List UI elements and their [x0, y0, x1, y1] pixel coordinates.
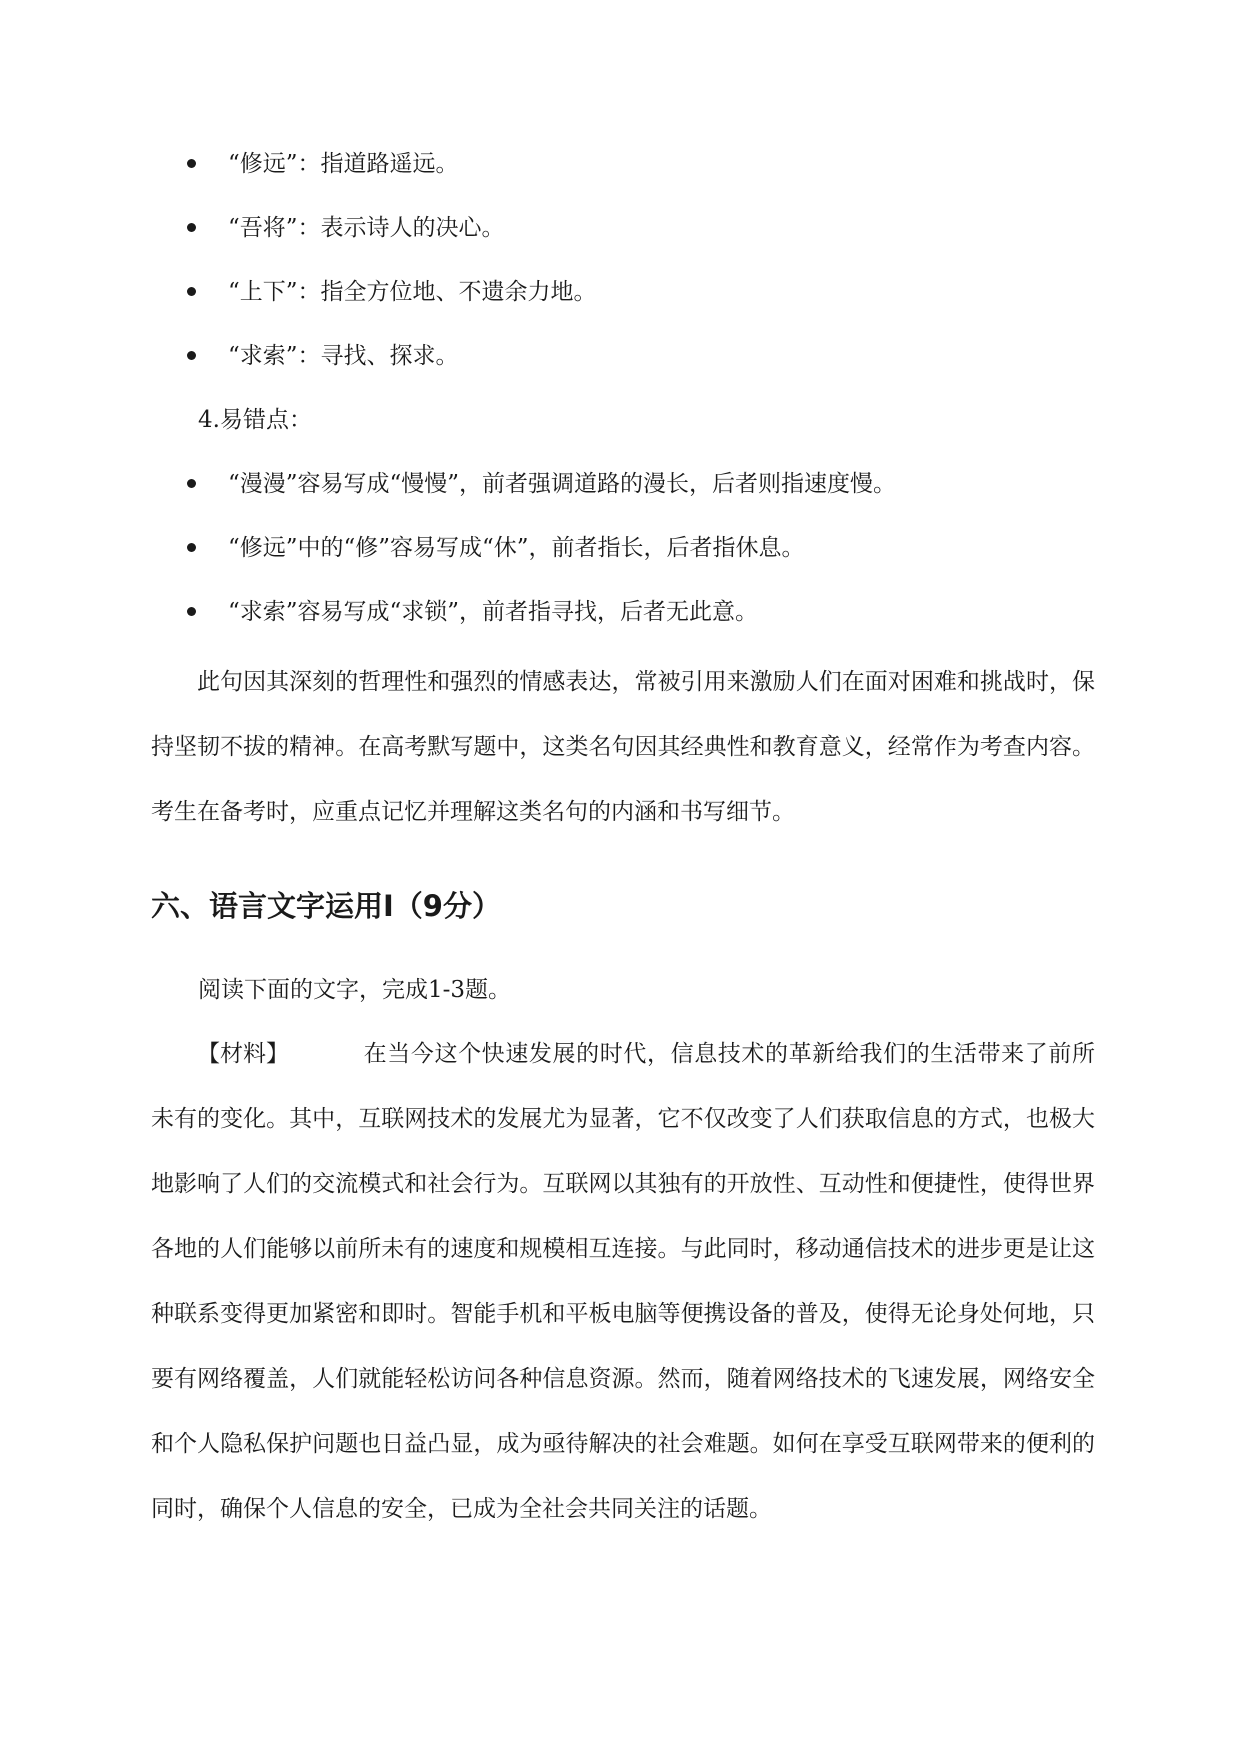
material-paragraph: [151, 1022, 1095, 1542]
reading-instruction: 阅读下面的文字，完成1-3题。: [198, 977, 512, 1003]
bullet-icon: [187, 543, 196, 552]
list-item-text: “漫漫”容易写成“慢慢”，前者强调道路的漫长，后者则指速度慢。: [228, 471, 897, 497]
summary-paragraph-text: 此句因其深刻的哲理性和强烈的情感表达，常被引用来激励人们在面对困难和挑战时，保持坚韧不拔的精神。在高考默写题中，这类名句因其经典性和教育意义，经常作为考查内容。考生在备考时，应重点记忆并理解这类名句的内涵和书写细节。: [151, 669, 1095, 825]
list-item-text: “上下”：指全方位地、不遗余力地。: [228, 279, 597, 305]
bullet-icon: [187, 223, 196, 232]
list-item: [0, 336, 1241, 376]
material-text: 在当今这个快速发展的时代，信息技术的革新给我们的生活带来了前所未有的变化。其中，互联网技术的发展尤为显著，它不仅改变了人们获取信息的方式，也极大地影响了人们的交流模式和社会行为。互联网以其独有的开放性、互动性和便捷性，使得世界各地的人们能够以前所未有的速度和规模相互连接。与此同时，移动通信技术的进步更是让这种联系变得更加紧密和即时。智能手机和平板电脑等便携设备的普及，使得无论身处何地，只要有网络覆盖，人们就能轻松访问各种信息资源。然而，随着网络技术的飞速发展，网络安全和个人隐私保护问题也日益凸显，成为亟待解决的社会难题。如何在享受互联网带来的便利的同时，确保个人信息的安全，已成为全社会共同关注的话题。: [151, 1041, 1095, 1522]
section-heading: 六、语言文字运用Ⅰ（9分）: [151, 889, 501, 923]
bullet-icon: [187, 159, 196, 168]
summary-paragraph: [151, 650, 1095, 845]
list-item-text: “修远”：指道路遥远。: [228, 151, 459, 177]
list-item: [0, 144, 1241, 184]
list-item: [0, 272, 1241, 312]
bullet-icon: [187, 607, 196, 616]
bullet-icon: [187, 287, 196, 296]
list-item: [0, 528, 1241, 568]
bullet-icon: [187, 479, 196, 488]
bullet-icon: [187, 351, 196, 360]
error-points-label: 4.易错点：: [198, 407, 312, 433]
list-item-text: “吾将”：表示诗人的决心。: [228, 215, 505, 241]
list-item: [0, 208, 1241, 248]
list-item-text: “修远”中的“修”容易写成“休”，前者指长，后者指休息。: [228, 535, 805, 561]
list-item-text: “求索”容易写成“求锁”，前者指寻找，后者无此意。: [228, 599, 759, 625]
list-item: [0, 464, 1241, 504]
list-item: [0, 592, 1241, 632]
material-label: 【材料】: [197, 1041, 289, 1067]
list-item-text: “求索”：寻找、探求。: [228, 343, 459, 369]
